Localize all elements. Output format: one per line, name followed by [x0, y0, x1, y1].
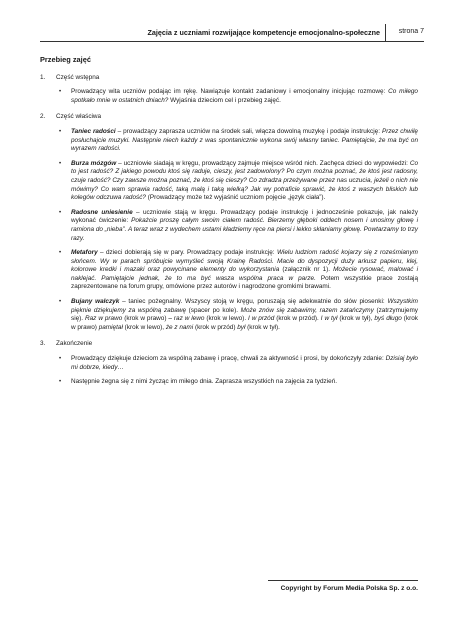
section-title: Przebieg zajęć	[40, 55, 91, 64]
header-title: Zajęcia z uczniami rozwijające kompetencje emocjonalno-społeczne	[147, 28, 380, 37]
bullet-icon: •	[59, 128, 62, 135]
bullet-icon: •	[59, 250, 62, 257]
section-number: 1.	[40, 73, 46, 81]
list-item: • Taniec radości – prowadzący zaprasza uczniów na środek sali, włącza dowolną muzykę i podaje instrukcję: Przez chwilę posłuchajcie muzyki. Następnie niech każdy z was spontanicznie wykona swój własny taniec. Pamiętajcie, że ma być on wyrazem radości.	[59, 127, 418, 153]
section-1	[40, 74, 418, 106]
page-footer	[268, 580, 418, 592]
page-header	[40, 27, 424, 42]
copyright-text: Copyright by Forum Media Polska Sp. z o.o.	[280, 585, 418, 592]
list-item: • Bujany walczyk – taniec pożegnalny. Wszyscy stoją w kręgu, poruszają się adekwatnie do słów piosenki: Wszystkim pięknie dziękujemy za wspólną zabawę (spacer po kole). Może znów się zabawimy, razem zatańczymy (zatrzymujemy się). Raz w prawo (krok w prawo) – raz w lewo (krok w lewo). I w przód (krok w przód). I w tył (krok w tył), byś długo (krok w prawo) pamiętał (krok w lewo), że z nami (krok w przód) był (krok w tył).	[59, 298, 418, 331]
list-item: • Radosne uniesienie – uczniowie stają w kręgu. Prowadzący podaje instrukcję i jednocześnie pokazuje, jak należy wykonać ćwiczenie: Pokażcie proszę całym swoim ciałem radość. Bierzemy głęboki oddech nosem i unosimy głowę i ramiona do „nieba”. A teraz wraz z wydechem ustami kładziemy ręce na piersi i lekko skłaniamy głowę. Powtarzamy to trzy razy.	[59, 208, 418, 242]
list-item: • Prowadzący wita uczniów podając im rękę. Nawiązuje kontakt zadaniowy i emocjonalny inicjując rozmowę: Co miłego spotkało mnie w ostatnich dniach? Wyjaśnia dzieciom cel i przebieg zajęć.	[59, 88, 418, 104]
section-heading: Zakończenie	[56, 340, 93, 348]
bullet-icon: •	[59, 299, 62, 306]
section-number: 2.	[40, 113, 46, 121]
bullet-icon: •	[59, 356, 62, 363]
main-content	[40, 56, 418, 395]
bullet-icon: •	[59, 89, 62, 96]
list-item: • Burza mózgów – uczniowie siadają w kręgu, prowadzący zajmuje miejsce wśród nich. Zachęca dzieci do wypowiedzi: Co to jest radość? Z jakiego powodu ktoś się raduje, cieszy, jest zadowolony? Po czym można poznać, że ktoś jest radosny, czuje radość? Czy zawsze można poznać, że ktoś się cieszy? Co zdradza przeżywane przez nas uczucia, jeżeli o nich nie mówimy? Co wam sprawia radość, taką małą i taką wielką? Jak wy potraficie sprawić, że ktoś z waszych bliskich lub kolegów odczuwa radość? (Prowadzący może też wyjaśnić uczniom pojęcie „język ciała”).	[59, 159, 419, 202]
page-number: strona 7	[398, 28, 424, 35]
section-heading: Część właściwa	[56, 113, 102, 121]
section-number: 3.	[40, 340, 46, 348]
section-3	[40, 340, 418, 386]
bullet-icon: •	[59, 379, 62, 386]
header-divider	[385, 24, 386, 41]
list-item: • Prowadzący dziękuje dzieciom za wspólną zabawę i pracę, chwali za aktywność i prosi, by dokończyły zdanie: Dzisiaj było mi dobrze, kiedy…	[59, 355, 418, 371]
list-item: • Następnie żegna się z nimi życząc im miłego dnia. Zaprasza wszystkich na zajęcia za tydzień.	[59, 378, 338, 386]
section-2	[40, 113, 418, 332]
list-item: • Metafory – dzieci dobierają się w pary. Prowadzący podaje instrukcję: Wielu ludziom radość kojarzy się z roześmianym słońcem. Wy w parach spróbujcie wymyśleć swoją Krainę Radości. Macie do dyspozycji duży arkusz papieru, klej, kolorowe kredki i mazaki oraz powycinane elementy do wykorzystania (załącznik nr 1). Możecie rysować, malować i naklejać. Pamiętajcie jednak, że to ma być wasza wspólna praca w parze. Potem wszystkie prace zostają zaprezentowane na forum grupy, omówione przez autorów i nagrodzone gromkimi brawami.	[59, 249, 419, 291]
section-heading: Część wstępna	[56, 73, 100, 81]
bullet-icon: •	[59, 160, 62, 167]
bullet-icon: •	[59, 209, 62, 216]
